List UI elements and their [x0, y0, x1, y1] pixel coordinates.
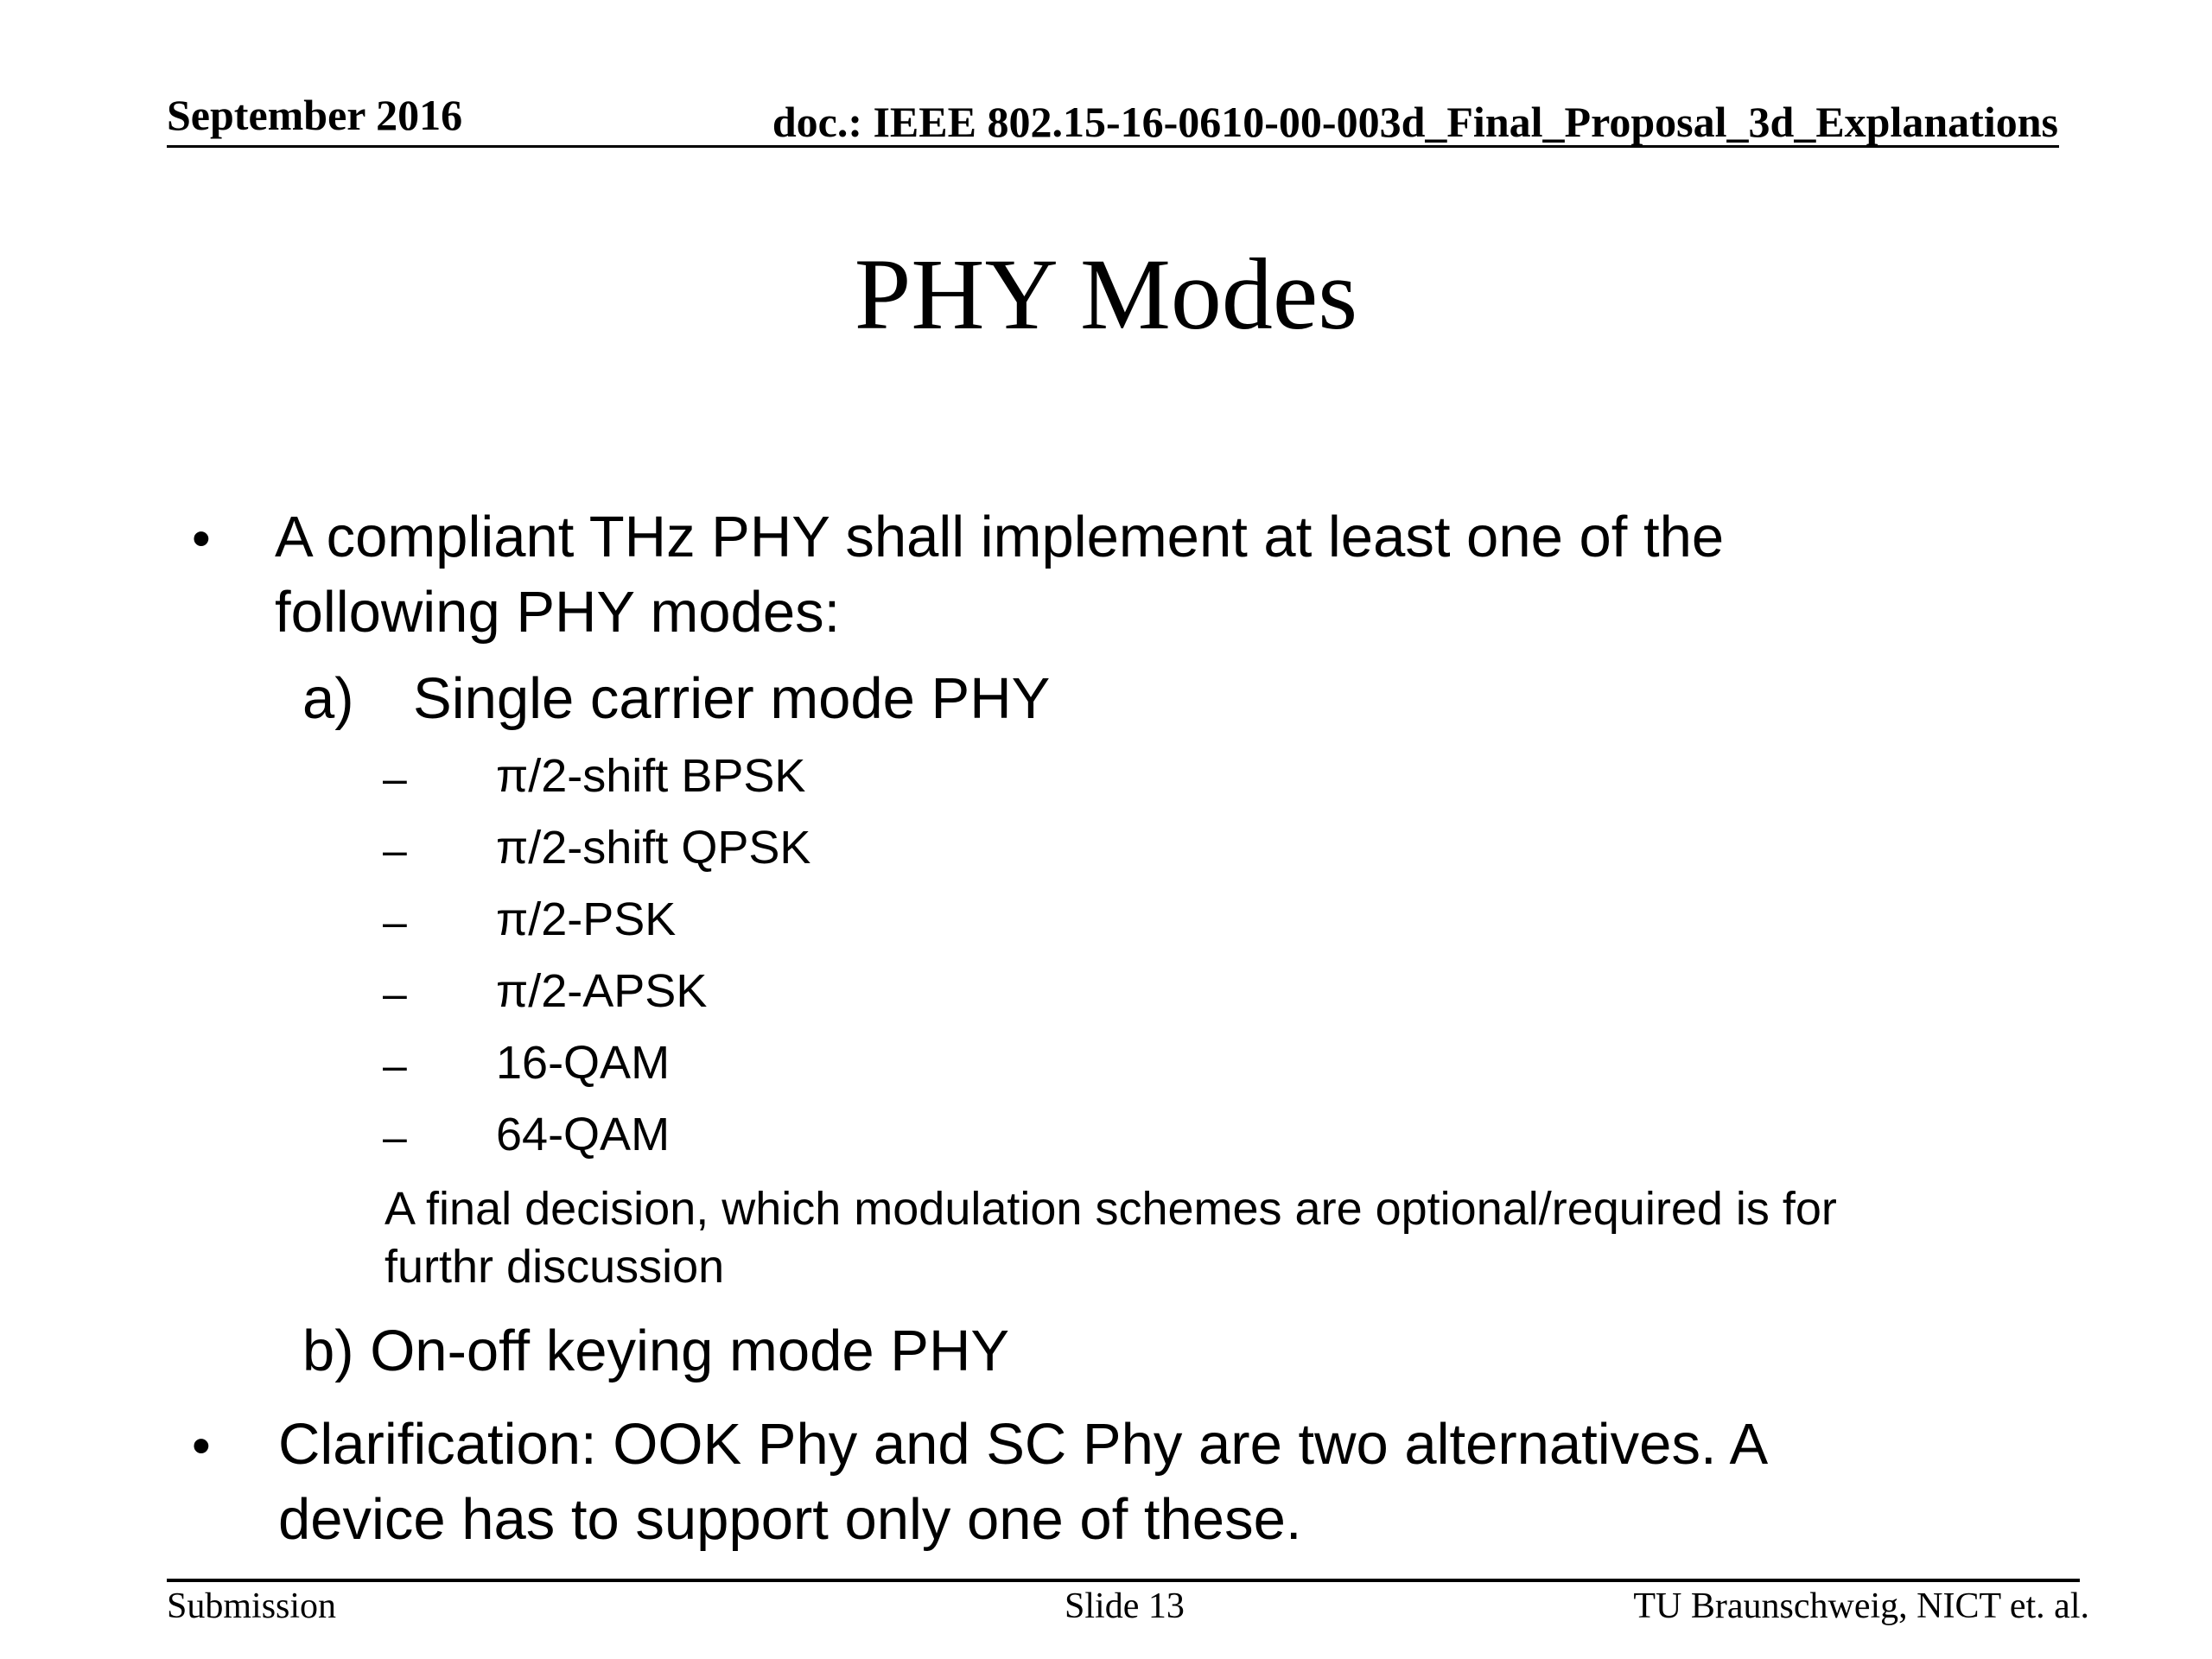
modulation-item: 64-QAM	[496, 1109, 671, 1160]
bullet-text	[275, 499, 1724, 650]
modulation-item: 16-QAM	[496, 1037, 671, 1089]
dash-marker: –	[383, 1113, 407, 1161]
slide-title: PHY Modes	[854, 238, 1358, 351]
header-date: September 2016	[167, 91, 463, 139]
bullet-line: device has to support only one of these.	[278, 1487, 1302, 1552]
footer-divider	[167, 1579, 2080, 1582]
footer-slide-number: Slide 13	[1065, 1586, 1185, 1626]
dash-marker: –	[383, 898, 407, 946]
mode-a-label: Single carrier mode PHY	[413, 666, 1051, 731]
dash-marker: –	[383, 969, 407, 1018]
header-doc-id: doc.: IEEE 802.15-16-0610-00-003d_Final_Proposal_3d_Explanations	[772, 98, 2058, 146]
modulation-item: π/2-shift BPSK	[496, 750, 806, 802]
bullet-marker: •	[192, 509, 211, 569]
mode-a-marker: a)	[302, 666, 354, 731]
modulation-item: π/2-PSK	[496, 893, 677, 945]
decision-note	[385, 1180, 1837, 1296]
modulation-item: π/2-APSK	[496, 965, 708, 1017]
dash-marker: –	[383, 1041, 407, 1090]
note-line: A final decision, which modulation schemes are optional/required is for	[385, 1183, 1837, 1235]
bullet-marker: •	[192, 1416, 211, 1476]
bullet-line: A compliant THz PHY shall implement at least one of the	[275, 505, 1725, 569]
footer-submission: Submission	[167, 1586, 337, 1626]
dash-marker: –	[383, 754, 407, 803]
bullet-text	[278, 1407, 1768, 1557]
bullet-line: following PHY modes:	[275, 580, 841, 645]
note-line: furthr discussion	[385, 1241, 725, 1293]
modulation-item: π/2-shift QPSK	[496, 822, 811, 874]
dash-marker: –	[383, 826, 407, 874]
bullet-line: Clarification: OOK Phy and SC Phy are two alternatives. A	[278, 1412, 1769, 1477]
footer-authors: TU Braunschweig, NICT et. al.	[1633, 1586, 2089, 1626]
header-divider	[167, 145, 2059, 148]
mode-b-label: b) On-off keying mode PHY	[302, 1319, 1010, 1383]
